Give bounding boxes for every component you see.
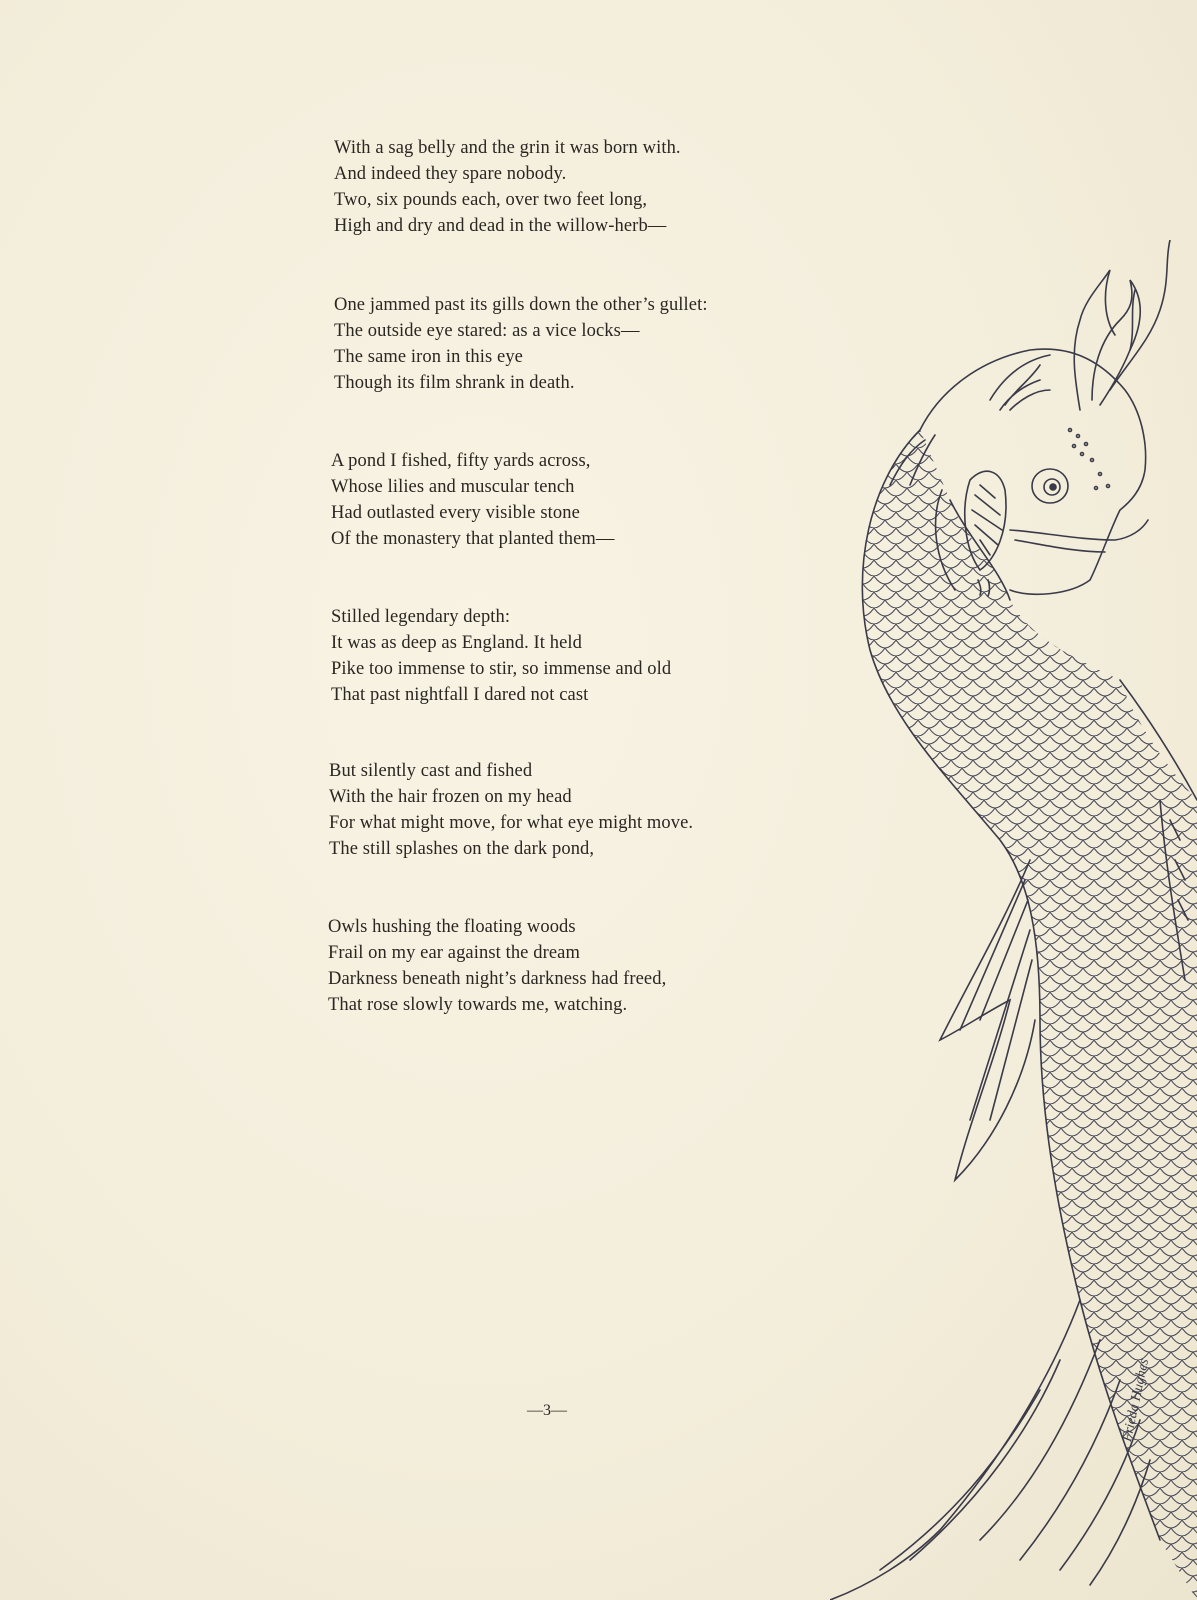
poem-line: But silently cast and fished [329, 761, 533, 781]
poem-line: It was as deep as England. It held [331, 633, 583, 653]
poem-line: Pike too immense to stir, so immense and old [331, 659, 672, 679]
poem-line: Had outlasted every visible stone [331, 503, 580, 523]
poem-line: That past nightfall I dared not cast [331, 685, 589, 705]
poem-line: The still splashes on the dark pond, [329, 839, 595, 859]
stanza-2 [334, 292, 708, 396]
poem-line: For what might move, for what eye might move. [329, 813, 694, 833]
poem-line: Though its film shrank in death. [334, 373, 575, 393]
stanza-1 [334, 135, 681, 239]
stanza-5 [329, 758, 693, 862]
poem-line: Of the monastery that planted them— [331, 529, 615, 549]
poem-line: High and dry and dead in the willow-herb— [334, 216, 667, 236]
stanza-4 [331, 604, 671, 708]
poem-line: Darkness beneath night’s darkness had freed, [328, 969, 667, 989]
poem-line: Owls hushing the floating woods [328, 917, 576, 937]
poem-line: That rose slowly towards me, watching. [328, 995, 628, 1015]
poem-line: Whose lilies and muscular tench [331, 477, 575, 497]
poem-line: Two, six pounds each, over two feet long, [334, 190, 648, 210]
poem-line: Stilled legendary depth: [331, 607, 511, 627]
stanza-6 [328, 914, 666, 1018]
page-number: —3— [527, 1402, 567, 1419]
poem-line: With the hair frozen on my head [329, 787, 572, 807]
poem-line: With a sag belly and the grin it was born with. [334, 138, 681, 158]
poem-line: One jammed past its gills down the other’s gullet: [334, 295, 708, 315]
poem-line: And indeed they spare nobody. [334, 164, 567, 184]
poem-line: The same iron in this eye [334, 347, 523, 367]
stanza-3 [331, 448, 615, 552]
poem-line: The outside eye stared: as a vice locks— [334, 321, 640, 341]
poem-line: Frail on my ear against the dream [328, 943, 580, 963]
artist-signature: Frieda Hughes [1120, 1357, 1153, 1444]
poem-line: A pond I fished, fifty yards across, [331, 451, 591, 471]
